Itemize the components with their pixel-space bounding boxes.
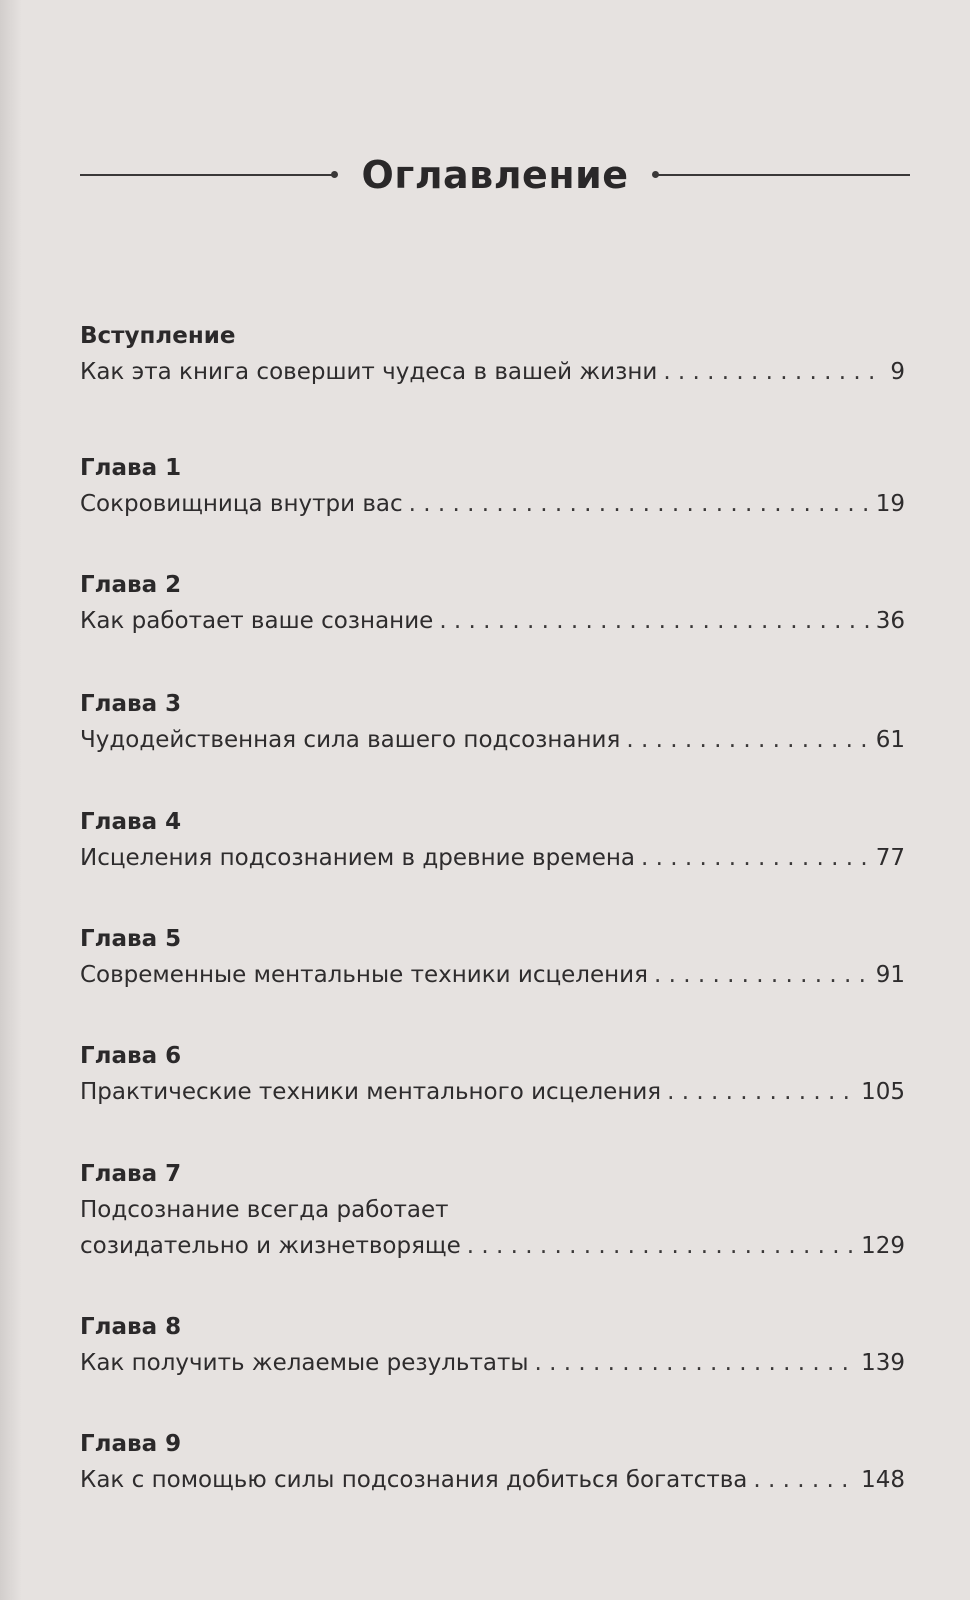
entry-line bbox=[80, 603, 905, 639]
entry-title: Как получить желаемые результаты bbox=[80, 1350, 529, 1376]
toc-entry-introduction[interactable] bbox=[80, 318, 905, 390]
dot-leader bbox=[667, 1074, 855, 1110]
entry-label: Глава 3 bbox=[80, 691, 182, 717]
entry-line bbox=[80, 486, 905, 522]
entry-label: Глава 9 bbox=[80, 1431, 182, 1457]
dot-leader bbox=[409, 486, 870, 522]
page-title: Оглавление bbox=[361, 153, 629, 197]
entry-label: Глава 2 bbox=[80, 572, 182, 598]
entry-label: Глава 6 bbox=[80, 1043, 182, 1069]
page-number: 77 bbox=[875, 845, 905, 871]
entry-label: Вступление bbox=[80, 323, 236, 349]
page-number: 36 bbox=[875, 608, 905, 634]
entry-line bbox=[80, 1074, 905, 1110]
dot-leader bbox=[535, 1345, 856, 1381]
toc-entry-chapter-3[interactable] bbox=[80, 686, 905, 758]
page-edge-shadow bbox=[0, 0, 22, 1600]
heading-rule-left bbox=[80, 174, 336, 176]
entry-title: Как с помощью силы подсознания добиться богатства bbox=[80, 1467, 748, 1493]
toc-heading-row bbox=[80, 145, 910, 205]
entry-title-line-1: Подсознание всегда работает bbox=[80, 1197, 449, 1223]
toc-entry-chapter-9[interactable] bbox=[80, 1426, 905, 1498]
entry-line bbox=[80, 840, 905, 876]
entry-label: Глава 8 bbox=[80, 1314, 182, 1340]
heading-rule-right bbox=[654, 174, 910, 176]
toc-entry-chapter-4[interactable] bbox=[80, 804, 905, 876]
entry-title: Как работает ваше сознание bbox=[80, 608, 434, 634]
entry-label: Глава 1 bbox=[80, 455, 182, 481]
dot-leader bbox=[654, 957, 870, 993]
entry-label: Глава 7 bbox=[80, 1161, 182, 1187]
toc-entry-chapter-7[interactable] bbox=[80, 1156, 905, 1264]
dot-leader bbox=[467, 1228, 855, 1264]
entry-title: Чудодейственная сила вашего подсознания bbox=[80, 727, 621, 753]
page-number: 61 bbox=[875, 727, 905, 753]
toc-entry-chapter-8[interactable] bbox=[80, 1309, 905, 1381]
entry-title: Современные ментальные техники исцеления bbox=[80, 962, 648, 988]
dot-leader bbox=[626, 722, 869, 758]
entry-line bbox=[80, 1462, 905, 1498]
entry-label: Глава 5 bbox=[80, 926, 182, 952]
toc-entry-chapter-5[interactable] bbox=[80, 921, 905, 993]
toc-entry-chapter-2[interactable] bbox=[80, 567, 905, 639]
entry-line bbox=[80, 354, 905, 390]
entry-label: Глава 4 bbox=[80, 809, 182, 835]
toc-entry-chapter-1[interactable] bbox=[80, 450, 905, 522]
entry-title: Как эта книга совершит чудеса в вашей жизни bbox=[80, 359, 658, 385]
entry-title: Сокровищница внутри вас bbox=[80, 491, 403, 517]
page-number: 129 bbox=[861, 1233, 905, 1259]
entry-title: Исцеления подсознанием в древние времена bbox=[80, 845, 635, 871]
entry-line bbox=[80, 1228, 905, 1264]
entry-line bbox=[80, 1345, 905, 1381]
page-number: 9 bbox=[890, 359, 905, 385]
page-number: 91 bbox=[875, 962, 905, 988]
entry-line bbox=[80, 957, 905, 993]
page-number: 105 bbox=[861, 1079, 905, 1105]
dot-leader bbox=[439, 603, 869, 639]
dot-leader bbox=[663, 354, 884, 390]
table-of-contents bbox=[80, 318, 905, 1498]
page-number: 19 bbox=[875, 491, 905, 517]
entry-title: Практические техники ментального исцеления bbox=[80, 1079, 662, 1105]
page-number: 139 bbox=[861, 1350, 905, 1376]
toc-entry-chapter-6[interactable] bbox=[80, 1038, 905, 1110]
entry-title: созидательно и жизнетворяще bbox=[80, 1233, 461, 1259]
page-number: 148 bbox=[861, 1467, 905, 1493]
dot-leader bbox=[641, 840, 870, 876]
dot-leader bbox=[753, 1462, 855, 1498]
entry-line bbox=[80, 722, 905, 758]
